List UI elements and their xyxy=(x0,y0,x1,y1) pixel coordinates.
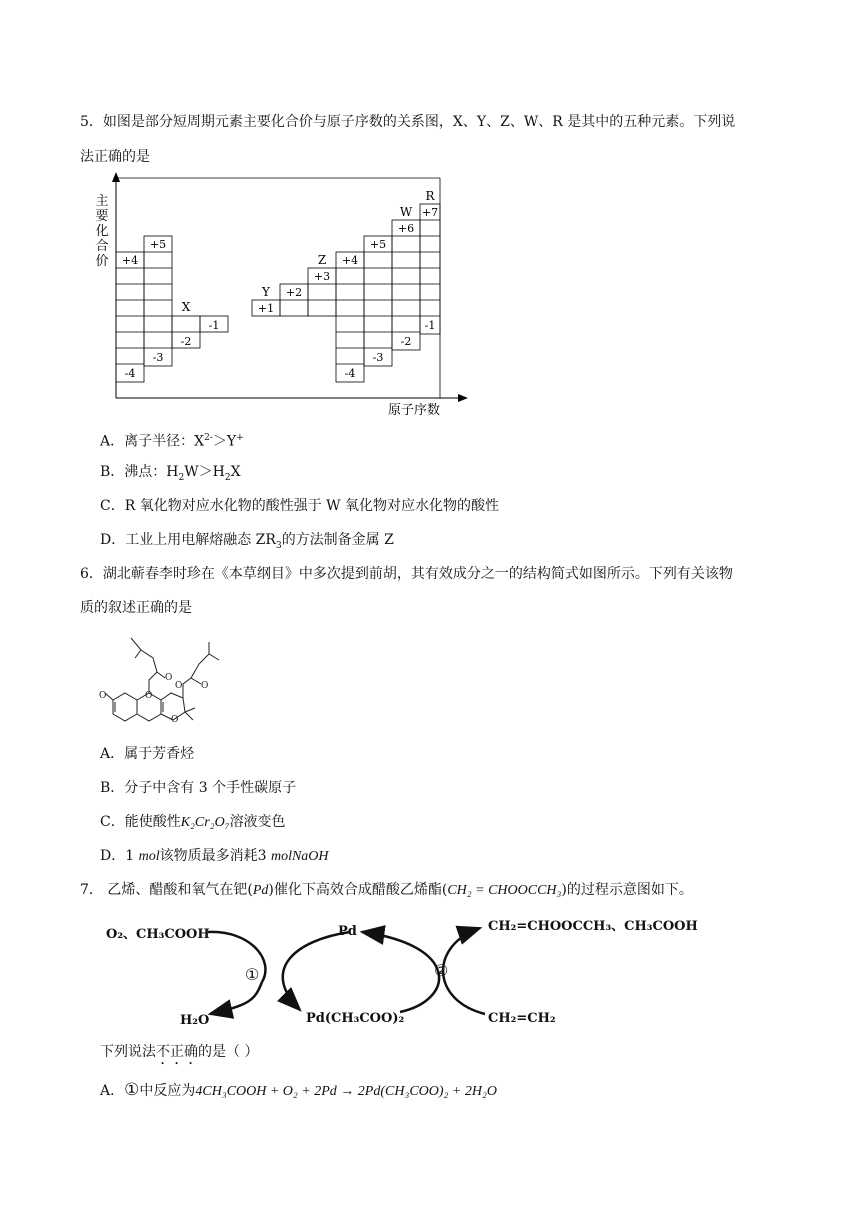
diagram-left-bottom: H₂O xyxy=(180,1013,210,1028)
label-bottom-8: -1 xyxy=(424,319,436,332)
svg-text:O: O xyxy=(165,673,173,683)
chart-ylabel-5: 价 xyxy=(95,254,109,269)
q7-stem: 7． 乙烯、醋酸和氧气在钯(Pd)催化下高效合成醋酸乙烯酯(CH₂ = CHOOCCH₃)的过程示意图如下。 xyxy=(80,882,693,898)
q5-option-a: A．离子半径：$X^{2-}>Y^+$ xyxy=(100,433,244,450)
svg-text:O: O xyxy=(99,691,107,701)
label-bottom-1: -4 xyxy=(124,367,136,380)
q5-option-c: C．R 氧化物对应水化物的酸性强于 W 氧化物对应水化物的酸性 xyxy=(100,498,499,514)
label-top-6: +4 xyxy=(341,254,359,267)
diagram-center-bottom: Pd(CH₃COO)₂ xyxy=(306,1011,405,1026)
diagram-step-1: ① xyxy=(245,965,260,984)
q6-option-a: A．属于芳香烃 xyxy=(100,746,195,762)
chart-ylabel-3: 化 xyxy=(95,224,109,239)
svg-text:O: O xyxy=(175,681,183,691)
svg-text:O: O xyxy=(145,691,153,701)
element-letter-w: W xyxy=(399,205,413,219)
svg-text:O: O xyxy=(201,681,209,691)
q6-stem-line1: 6．湖北蕲春李时珍在《本草纲目》中多次提到前胡，其有效成分之一的结构简式如图所示。下列有关该物 xyxy=(80,566,733,582)
element-letter-r: R xyxy=(425,189,435,203)
label-bottom-5: -4 xyxy=(344,367,356,380)
diagram-center-top: Pd xyxy=(338,924,357,939)
label-bottom-6: -3 xyxy=(372,351,384,364)
diagram-step-2: ② xyxy=(434,961,449,980)
diagram-right-bottom: CH₂=CH₂ xyxy=(488,1011,556,1026)
q7-question: 下列说法不正确的是（ ） xyxy=(100,1044,259,1060)
label-top-3: +1 xyxy=(257,302,275,315)
element-letter-z: Z xyxy=(317,253,327,267)
label-bottom-7: -2 xyxy=(400,335,412,348)
diagram-left-top: O₂、CH₃COOH xyxy=(106,927,210,942)
label-top-2: +5 xyxy=(149,238,167,251)
element-letter-y: Y xyxy=(262,285,270,299)
label-bottom-2: -3 xyxy=(152,351,164,364)
svg-text:O: O xyxy=(171,715,179,725)
label-top-5: +3 xyxy=(313,270,331,283)
q6-stem-line2: 质的叙述正确的是 xyxy=(80,600,192,616)
label-bottom-3: -2 xyxy=(180,335,192,348)
q6-molecule-structure xyxy=(95,628,225,728)
q5-option-d: D．工业上用电解熔融态 $ZR_3$的方法制备金属 Z xyxy=(100,532,394,551)
q6-option-b: B．分子中含有 3 个手性碳原子 xyxy=(100,780,297,796)
diagram-right-top: CH₂=CHOOCCH₃、CH₃COOH xyxy=(488,919,698,934)
chart-ylabel-4: 合 xyxy=(95,239,109,254)
label-top-8: +6 xyxy=(397,222,415,235)
q5-stem-line2: 法正确的是 xyxy=(80,149,150,165)
q6-option-d: D．1 mol该物质最多消耗3 molNaOH xyxy=(100,848,329,864)
q5-option-b: B．沸点：$H_2W>H_2X$ xyxy=(100,464,241,483)
chart-ylabel-2: 要 xyxy=(95,209,109,224)
q7-catalytic-cycle-diagram xyxy=(100,910,720,1030)
label-top-4: +2 xyxy=(285,286,303,299)
q7-option-a: A．①中反应为4CH₃COOH + O₂ + 2Pd → 2Pd(CH₃COO)₂ + 2H₂O xyxy=(100,1080,497,1100)
label-top-1: +4 xyxy=(121,254,139,267)
element-letter-x: X xyxy=(181,300,191,314)
label-top-9: +7 xyxy=(421,206,439,219)
chart-xlabel: 原子序数 xyxy=(387,403,441,418)
q5-stem-line1: 5．如图是部分短周期元素主要化合价与原子序数的关系图，X、Y、Z、W、R 是其中的五种元素。下列说 xyxy=(80,114,736,130)
q5-valence-chart xyxy=(90,170,470,420)
label-top-7: +5 xyxy=(369,238,387,251)
label-bottom-4: -1 xyxy=(208,319,220,332)
chart-ylabel-1: 主 xyxy=(95,194,109,209)
q6-option-c: C．能使酸性K₂Cr₂O₇溶液变色 xyxy=(100,814,286,830)
